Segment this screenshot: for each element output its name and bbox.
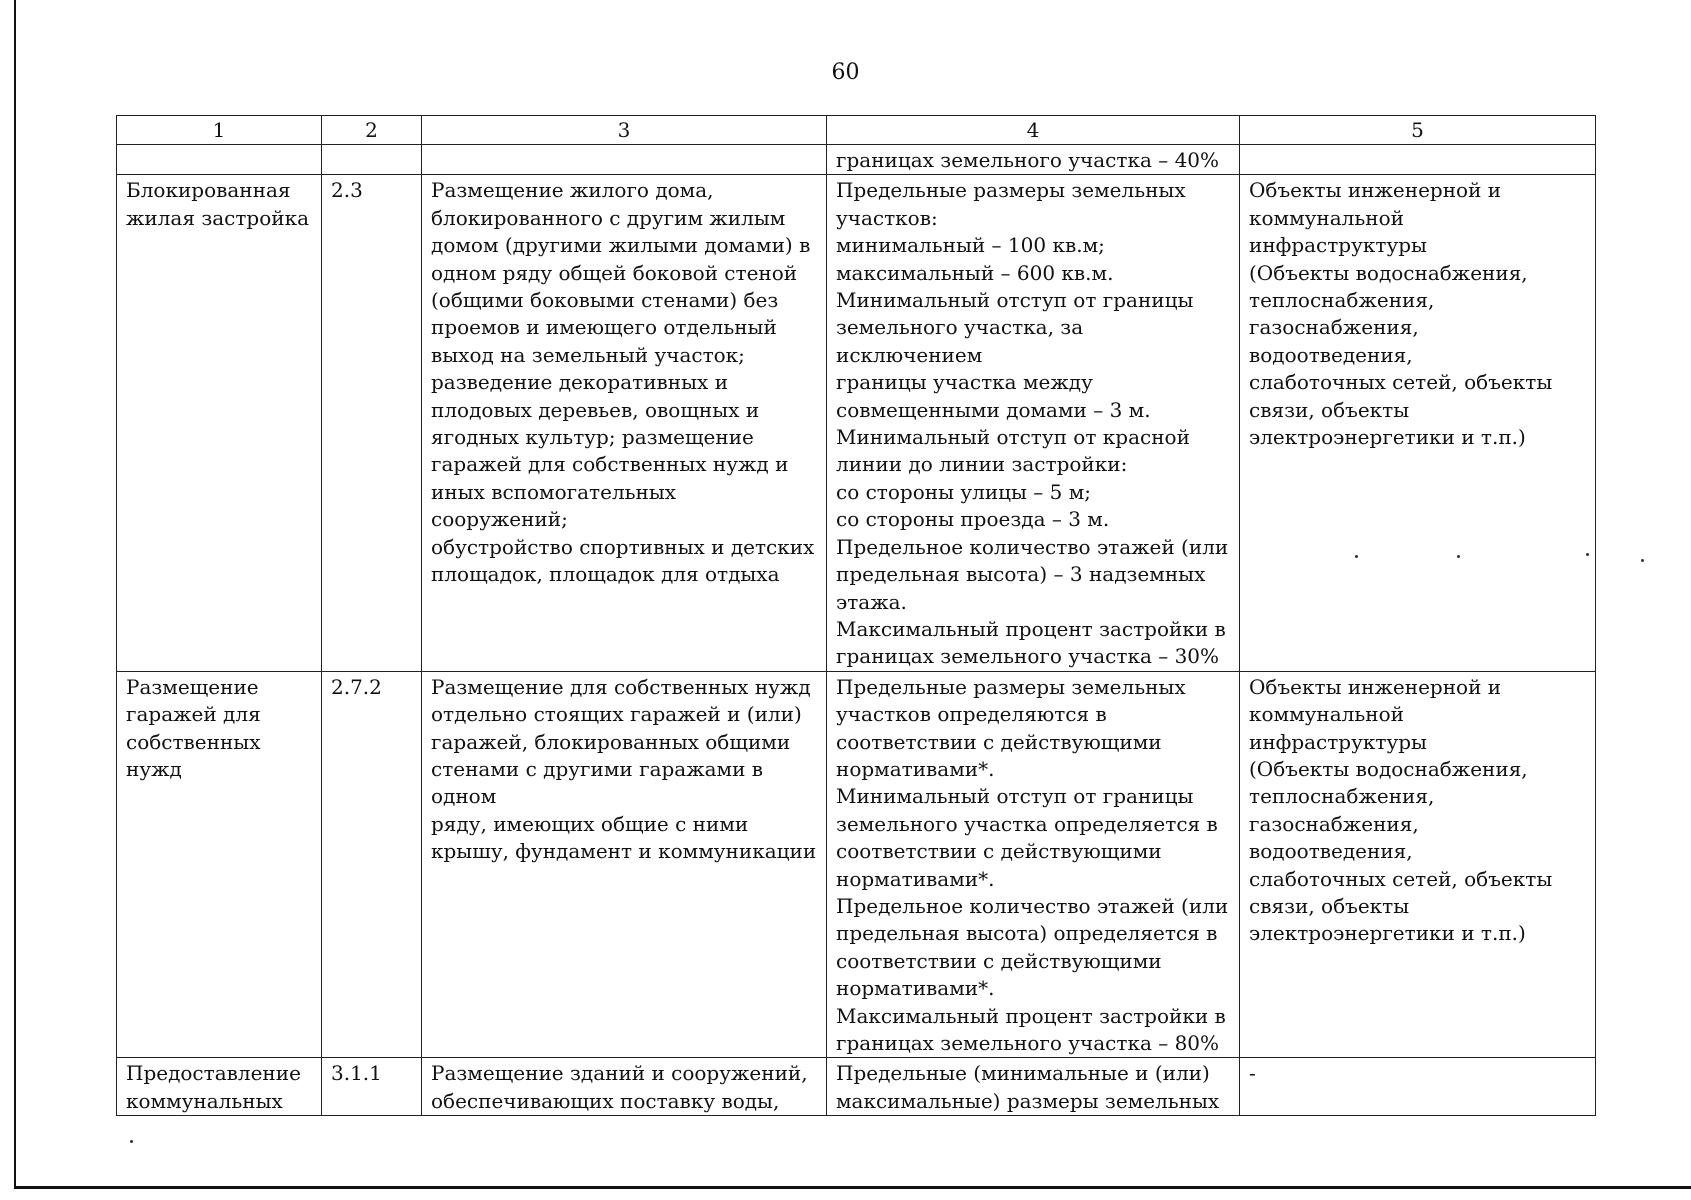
cell-parameters: Предельные (минимальные и (или) максимальные) размеры земельных — [827, 1058, 1240, 1116]
table-row-utilities — [117, 1058, 1596, 1116]
cell-use-code: 2.3 — [322, 175, 422, 671]
cell-auxiliary-uses: Объекты инженерной и коммунальной инфраструктуры (Объекты водоснабжения, теплоснабжения, газоснабжения, водоотведения, слаботочных сетей, объекты связи, объекты электроэнергетики и т.п.) — [1240, 671, 1596, 1058]
land-use-table — [116, 115, 1596, 1116]
cell-parameters: Предельные размеры земельных участков: минимальный – 100 кв.м; максимальный – 600 кв.м. Минимальный отступ от границы земельного участка, за исключением границы участка между совмещенными домами – 3 м. Минимальный отступ от красной линии до линии застройки: со стороны улицы – 5 м; со стороны проезда – 3 м. Предельное количество этажей (или предельная высота) – 3 надземных этажа. Максимальный процент застройки в границах земельного участка – 30% — [827, 175, 1240, 671]
column-header-3: 3 — [422, 116, 827, 145]
cell-description: Размещение для собственных нужд отдельно стоящих гаражей и (или) гаражей, блокированных общими стенами с другими гаражами в одном ряду, имеющих общие с ними крышу, фундамент и коммуникации — [422, 671, 827, 1058]
cell-parameters: границах земельного участка – 40% — [827, 145, 1240, 175]
scan-speck — [130, 1140, 133, 1143]
cell-auxiliary-uses: - — [1240, 1058, 1596, 1116]
cell-description — [422, 145, 827, 175]
cell-use-name — [117, 145, 322, 175]
cell-parameters: Предельные размеры земельных участков определяются в соответствии с действующими нормативами*. Минимальный отступ от границы земельного участка определяется в соответствии с действующими нормативами*. Предельное количество этажей (или предельная высота) определяется в соответствии с действующими нормативами*. Максимальный процент застройки в границах земельного участка – 80% — [827, 671, 1240, 1058]
scan-speck — [1586, 553, 1589, 556]
cell-description: Размещение жилого дома, блокированного с другим жилым домом (другими жилыми домами) в одном ряду общей боковой стеной (общими боковыми стенами) без проемов и имеющего отдельный выход на земельный участок; разведение декоративных и плодовых деревьев, овощных и ягодных культур; размещение гаражей для собственных нужд и иных вспомогательных сооружений; обустройство спортивных и детских площадок, площадок для отдыха — [422, 175, 827, 671]
page-number: 60 — [831, 60, 860, 85]
cell-auxiliary-uses — [1240, 145, 1596, 175]
table-header-row — [117, 116, 1596, 145]
column-header-2: 2 — [322, 116, 422, 145]
cell-use-name: Размещение гаражей для собственных нужд — [117, 671, 322, 1058]
scan-speck — [1355, 555, 1358, 558]
column-header-5: 5 — [1240, 116, 1596, 145]
scan-speck — [1641, 559, 1644, 562]
page-bottom-border — [14, 1186, 1691, 1189]
column-header-4: 4 — [827, 116, 1240, 145]
cell-use-code — [322, 145, 422, 175]
cell-auxiliary-uses: Объекты инженерной и коммунальной инфраструктуры (Объекты водоснабжения, теплоснабжения, газоснабжения, водоотведения, слаботочных сетей, объекты связи, объекты электроэнергетики и т.п.) — [1240, 175, 1596, 671]
cell-use-code: 2.7.2 — [322, 671, 422, 1058]
cell-use-name: Блокированная жилая застройка — [117, 175, 322, 671]
cell-description: Размещение зданий и сооружений, обеспечивающих поставку воды, — [422, 1058, 827, 1116]
table-row-continuation — [117, 145, 1596, 175]
cell-use-name: Предоставление коммунальных — [117, 1058, 322, 1116]
table-row-blocked-housing — [117, 175, 1596, 671]
column-header-1: 1 — [117, 116, 322, 145]
scan-speck — [1457, 555, 1460, 558]
cell-use-code: 3.1.1 — [322, 1058, 422, 1116]
table-row-garages — [117, 671, 1596, 1058]
page-left-border — [14, 0, 16, 1188]
